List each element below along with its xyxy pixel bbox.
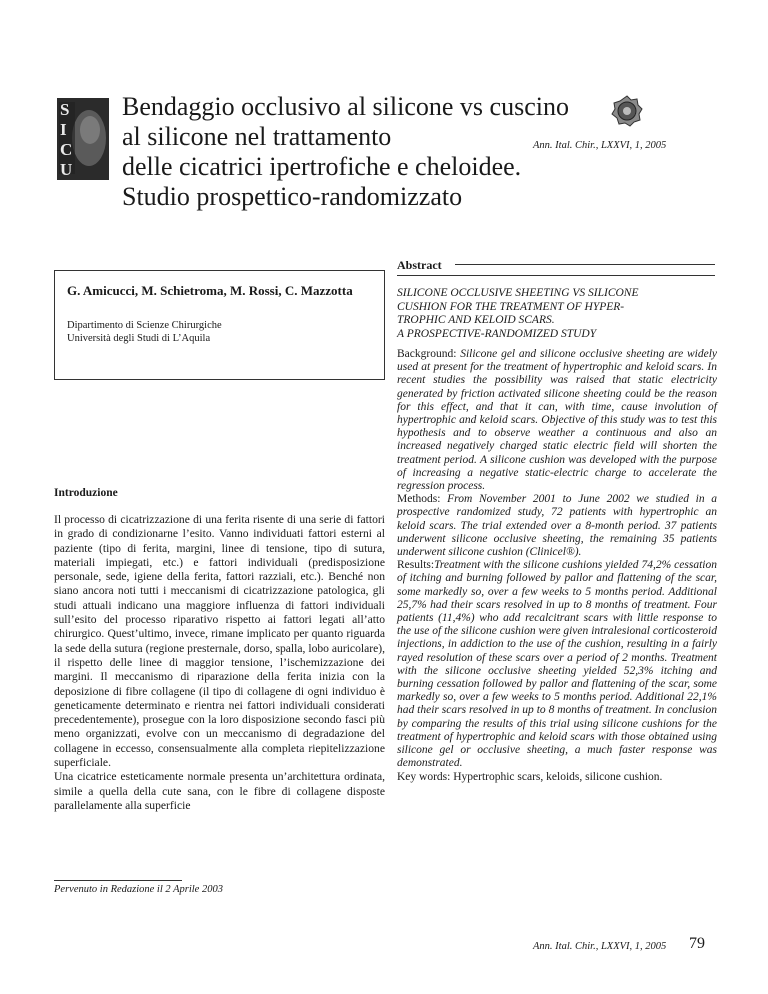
methods-text: From November 2001 to June 2002 we studied in a prospective randomized study, 72 patients with hypertrophic an keloid scars. The trial extended over a 8-month period. 37 patients underwent silicone occlusive sheeting, the remaining 35 patients underwent silicone cushion (Clinicel®). [397, 493, 717, 559]
abstract-title-line: CUSHION FOR THE TREATMENT OF HYPER- [397, 300, 625, 313]
abstract-rule [455, 264, 715, 265]
abstract-title-line: SILICONE OCCLUSIVE SHEETING VS SILICONE [397, 287, 639, 299]
abstract-title-line: TROPHIC AND KELOID SCARS. [397, 314, 555, 326]
title-line: Bendaggio occlusivo al silicone vs cuscino [122, 92, 569, 121]
title-line: delle cicatrici ipertrofiche e cheloidee. [122, 152, 522, 181]
affiliation-line: Dipartimento di Scienze Chirurgiche [67, 320, 222, 331]
background-label: Background: [397, 348, 457, 360]
intro-paragraph: Il processo di cicatrizzazione di una ferita risente di una serie di fattori in grado di condizionarne l’esito. Vanno individuati fattori esterni al paziente (tipo di ferita, margini, linee di tensione, tipo di sutura, materiali impiegati, etc.) e fattori individuali (predisposizione personale, sede, igiene della ferita, fattori razziali, etc.). Benché non siano ancora noti tutti i meccanismi di cicatrizzazione patologica, gli studi attuali indicano una maggiore influenza di fattori individuali sull’esito del processo riparativo rispetto ai fattori legati all’atto chirurgico. Quest’ultimo, invece, rimane implicato per quanto riguarda la sede della sutura (regione presternale, dorso, spalla, lobo auricolare), il rispetto delle linee di maggior tensione, l’ischemizzazione dei margini. Il meccanismo di riparazione della ferita inizia con la deposizione di fibre collagene (il tipo di collagene di ogni individuo è geneticamente determinato e rientra nei fattori individuali considerati precedentemente), prosegue con la loro disposizione secondo fasci più meno organizzati, evolve con un meccanismo di degradazione del collagene in eccesso, consensualmente alla completa riepitelizzazione superficiale. [54, 513, 385, 770]
received-date: Pervenuto in Redazione il 2 Aprile 2003 [54, 884, 223, 895]
intro-heading: Introduzione [54, 487, 118, 499]
background-text: Silicone gel and silicone occlusive sheeting are widely used at present for the treatment of hypertrophic and keloid scars. In recent studies the possibility was raised that static electricity generated by friction activated silicone sheeting could be the reason for this effect, and that it can, with time, cause involution of hypertrophic and keloid scars. Objective of this study was to test this hypothesis and to observe weather a continuous and also an increased negatively charged static electric field will shorten the treatment period. A silicone cushion was developed with the purpose of increasing a negative static-electric charge to accelerate the regression process. [397, 348, 718, 493]
abstract-results [397, 559, 717, 770]
logo-letter-s: S [60, 100, 70, 119]
logo-letter-u: U [60, 160, 73, 179]
abstract-divider [397, 275, 715, 276]
results-text: Treatment with the silicone cushions yielded 74,2% cessation of itching and burning followed by pallor and flattening of the scar, some markedly so, over a few weeks to 5 months period. Additional 25,7% had their scars resolved in up to 8 months of treatment. Four patients (11,4%) who add recalcitrant scars with little response to the use of the silicone cushion were given intralesional corticosteroid injections, in addiction to the use of the cushion, resulting in a fairly rayed resolution of these scars over a period of 2 months. Treatment with the silicone occlusive sheeting yielded 52,3% itching and burning cessation followed by pallor and flattening of the scar, some markedly so, over a few weeks to 5 months period. Additional 22,1% had their scars resolved in up to 8 months of treatment. In conclusion by comparing the results of this trial using silicone cushions for the treatment of hypertrophic and keloid scars with those obtained using silicone gel or occlusive sheeting, a much faster response was demonstrated. [397, 559, 717, 770]
keywords-label: Key words: [397, 770, 451, 783]
footnote-rule [54, 880, 182, 881]
abstract-body [397, 348, 717, 784]
title-line: Studio prospettico-randomizzato [122, 182, 463, 211]
journal-reference: Ann. Ital. Chir., LXXVI, 1, 2005 [533, 140, 667, 151]
logo-letter-i: I [60, 120, 67, 139]
article-title [122, 92, 642, 212]
abstract-heading: Abstract [397, 258, 442, 272]
logo-letter-c: C [60, 140, 73, 159]
page-number: 79 [689, 935, 705, 952]
author-names: G. Amicucci, M. Schietroma, M. Rossi, C. Mazzotta [67, 283, 353, 298]
affiliation-line: Università degli Studi di L’Aquila [67, 333, 211, 344]
abstract-background [397, 348, 717, 493]
methods-label: Methods: [397, 493, 441, 506]
intro-body [54, 513, 385, 813]
journal-emblem-icon [611, 95, 643, 127]
title-line: al silicone nel trattamento [122, 122, 392, 151]
abstract-keywords [397, 771, 717, 784]
abstract-title-line: A PROSPECTIVE-RANDOMIZED STUDY [397, 327, 597, 340]
keywords-text: Hypertrophic scars, keloids, silicone cushion. [453, 770, 663, 783]
abstract-methods [397, 493, 717, 559]
affiliation [67, 319, 367, 345]
logo-letters [60, 100, 72, 180]
results-label: Results: [397, 559, 435, 572]
intro-paragraph: Una cicatrice esteticamente normale presenta un’architettura ordinata, simile a quella della cute sana, con le fibre di collagene disposte parallelamente alla superficie [54, 770, 385, 812]
footer-journal-reference: Ann. Ital. Chir., LXXVI, 1, 2005 [533, 941, 667, 952]
abstract-english-title [397, 287, 717, 341]
